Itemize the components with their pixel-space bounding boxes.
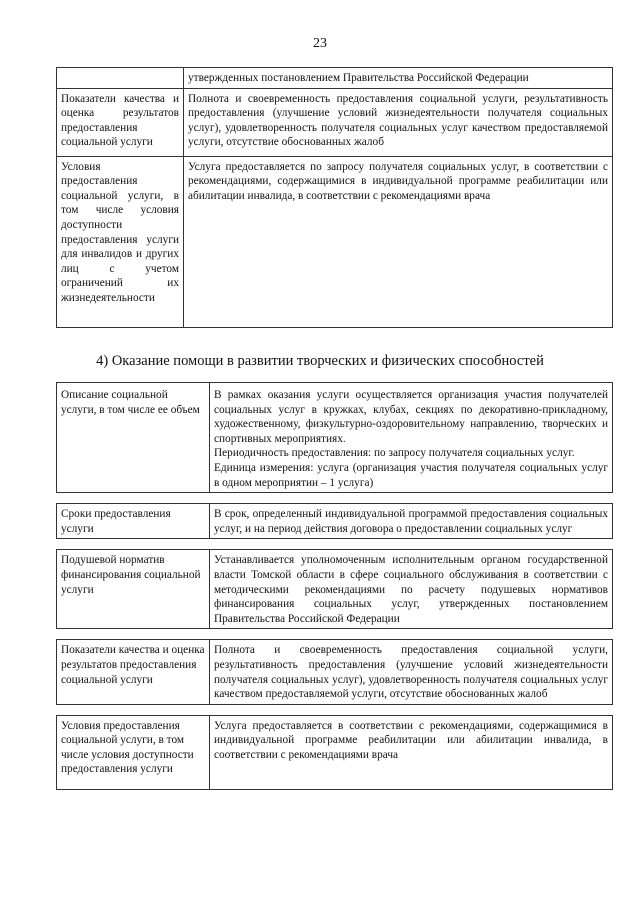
row-label: Описание социальной услуги, в том числе ее объем (57, 383, 210, 493)
table-row (57, 504, 613, 539)
table-row (57, 88, 613, 156)
table-row (57, 640, 613, 704)
row-text: Полнота и своевременность предоставления социальной услуги, результативность предоставления (улучшение условий жизнедеятельности получателя социальных услуг), удовлетворенность получателя социальных услуг качеством предоставляемой услуги, отсутствие обоснованных жалоб (210, 640, 613, 704)
row-gap (57, 493, 613, 504)
services-table-continued (56, 67, 613, 328)
row-label: Условия предоставления социальной услуги, в том числе условия доступности предоставления услуги (57, 715, 210, 789)
row-label: Показатели качества и оценка результатов предоставления социальной услуги (57, 88, 184, 156)
row-text: Единица измерения: услуга (организация участия получателя социальных услуг в одном мероприятии – 1 услуга) (214, 461, 608, 489)
row-text: В рамках оказания услуги осуществляется организация участия получателей социальных услуг в кружках, клубах, секциях по декоративно-прикладному, художественному, физкультурно-оздоровительному направлению, творческих и спортивных мероприятиях. (214, 389, 608, 445)
row-label: Условия предоставления социальной услуги, в том числе условия доступности предоставления услуги для инвалидов и других лиц с учетом ограничений их жизнедеятельности (57, 156, 184, 327)
row-gap (57, 704, 613, 715)
row-text: Услуга предоставляется по запросу получателя социальных услуг, в соответствии с рекомендациями, содержащимися в индивидуальной программе реабилитации или абилитации инвалида, в соответствии с рекомендациями врача (184, 156, 613, 327)
row-gap (57, 539, 613, 550)
row-label: Сроки предоставления услуги (57, 504, 210, 539)
row-text: Полнота и своевременность предоставления социальной услуги, результативность предоставления (улучшение условий жизнедеятельности получателя социальных услуг), удовлетворенность получателя социальных услуг качеством предоставляемой услуги, отсутствие обоснованных жалоб (184, 88, 613, 156)
row-text: Устанавливается уполномоченным исполнительным органом государственной власти Томской области в сфере социального обслуживания в соответствии с методическими рекомендациями по расчету подушевых нормативов финансирования социальных услуг, утвержденных постановлением Правительства Российской Федерации (210, 550, 613, 629)
row-text: Услуга предоставляется в соответствии с рекомендациями, содержащимися в индивидуальной программе реабилитации или абилитации инвалида, в соответствии с рекомендациями врача (210, 715, 613, 789)
row-text: В срок, определенный индивидуальной программой предоставления социальных услуг, и на период действия договора о предоставлении социальных услуг (210, 504, 613, 539)
table-row (57, 156, 613, 327)
row-label: Показатели качества и оценка результатов предоставления социальной услуги (57, 640, 210, 704)
section-title: 4) Оказание помощи в развитии творческих и физических способностей (96, 353, 544, 369)
service-4-table (56, 382, 613, 790)
table-row (57, 550, 613, 629)
row-text: Периодичность предоставления: по запросу получателя социальных услуг. (214, 447, 575, 460)
page-number: 23 (313, 36, 327, 51)
row-label (57, 68, 184, 89)
row-text: утвержденных постановлением Правительства Российской Федерации (184, 68, 613, 89)
row-label: Подушевой норматив финансирования социальной услуги (57, 550, 210, 629)
table-row (57, 68, 613, 89)
table-row (57, 383, 613, 493)
row-gap (57, 629, 613, 640)
table-row (57, 715, 613, 789)
